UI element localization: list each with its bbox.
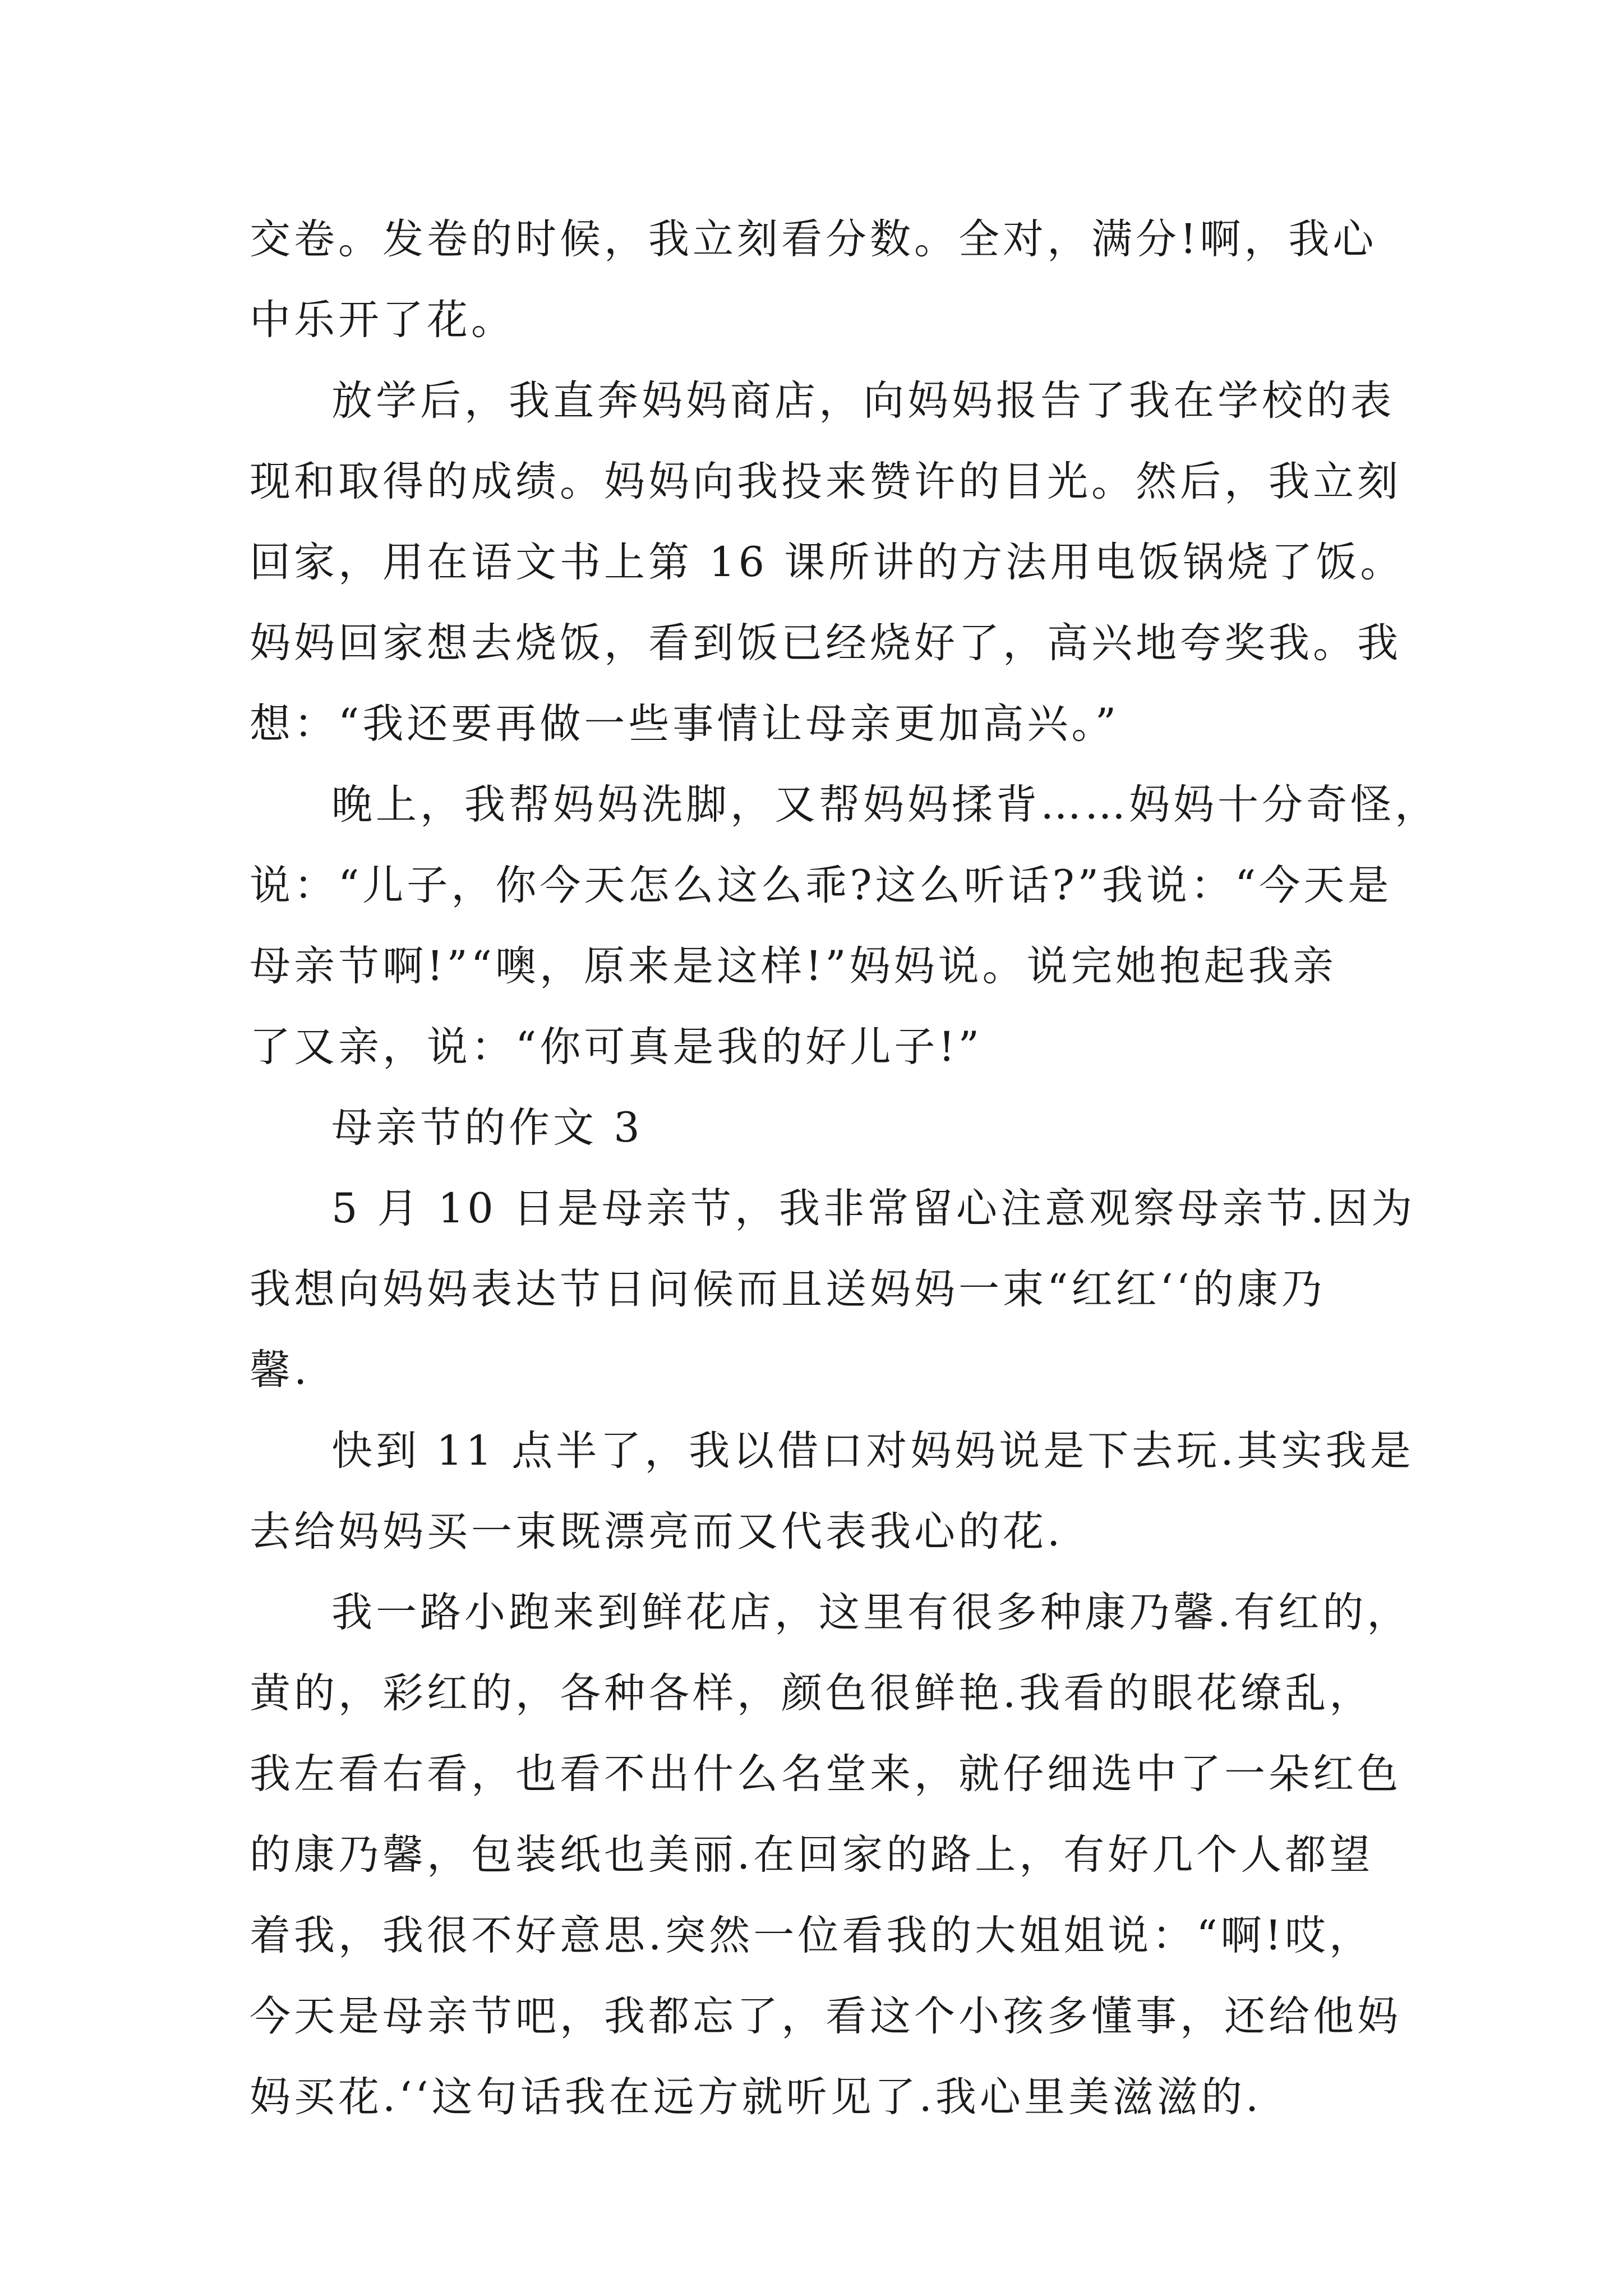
text-line: 我一路小跑来到鲜花店，这里有很多种康乃馨.有红的， xyxy=(331,1589,1412,1636)
text-line: 5 月 10 日是母亲节，我非常留心注意观察母亲节.因为 xyxy=(331,1185,1416,1232)
heading-text: 母亲节的作文 3 xyxy=(331,1104,643,1152)
text-line: 说：“儿子，你今天怎么这么乖?这么听话?”我说：“今天是 xyxy=(250,862,1393,909)
text-line: 着我，我很不好意思.突然一位看我的大姐姐说：“啊!哎， xyxy=(250,1912,1373,1959)
paragraph xyxy=(250,765,1439,1088)
text-line: 的康乃馨，包装纸也美丽.在回家的路上，有好几个人都望 xyxy=(250,1831,1374,1879)
text-line: 放学后，我直奔妈妈商店，向妈妈报告了我在学校的表 xyxy=(331,377,1395,425)
text-line: 黄的，彩红的，各种各样，颜色很鲜艳.我看的眼花缭乱， xyxy=(250,1669,1374,1717)
paragraph xyxy=(250,1168,1416,1411)
section-heading xyxy=(250,1088,1394,1168)
text-line: 现和取得的成绩。妈妈向我投来赞许的目光。然后，我立刻 xyxy=(250,458,1401,505)
paragraph xyxy=(250,199,1394,361)
paragraph xyxy=(250,361,1405,765)
text-line: 想：“我还要再做一些事情让母亲更加高兴。” xyxy=(250,700,1120,748)
text-line: 我想向妈妈表达节日问候而且送妈妈一束“红红‘‘的康乃 xyxy=(250,1266,1326,1313)
text-line: 妈买花.‘‘这句话我在远方就听见了.我心里美滋滋的. xyxy=(250,2073,1262,2121)
text-line: 了又亲，说：“你可真是我的好儿子!” xyxy=(250,1023,983,1071)
text-line: 快到 11 点半了，我以借口对妈妈说是下去玩.其实我是 xyxy=(331,1427,1414,1475)
text-line: 晚上，我帮妈妈洗脚，又帮妈妈揉背……妈妈十分奇怪， xyxy=(331,781,1439,829)
text-line: 妈妈回家想去烧饭，看到饭已经烧好了，高兴地夸奖我。我 xyxy=(250,619,1401,667)
text-line: 去给妈妈买一束既漂亮而又代表我心的花. xyxy=(250,1508,1064,1556)
text-line: 交卷。发卷的时候，我立刻看分数。全对，满分!啊，我心 xyxy=(250,215,1377,263)
text-line: 今天是母亲节吧，我都忘了，看这个小孩多懂事，还给他妈 xyxy=(250,1993,1401,2040)
paragraph xyxy=(250,1572,1412,2138)
paragraph xyxy=(250,1411,1414,1572)
text-line: 中乐开了花。 xyxy=(250,296,515,344)
text-line: 馨. xyxy=(250,1346,311,1394)
text-line: 母亲节啊!”“噢，原来是这样!”妈妈说。说完她抱起我亲 xyxy=(250,942,1337,990)
text-line: 我左看右看，也看不出什么名堂来，就仔细选中了一朵红色 xyxy=(250,1750,1401,1798)
document-page xyxy=(250,199,1439,2138)
text-line: 回家，用在语文书上第 16 课所讲的方法用电饭锅烧了饭。 xyxy=(250,539,1405,586)
